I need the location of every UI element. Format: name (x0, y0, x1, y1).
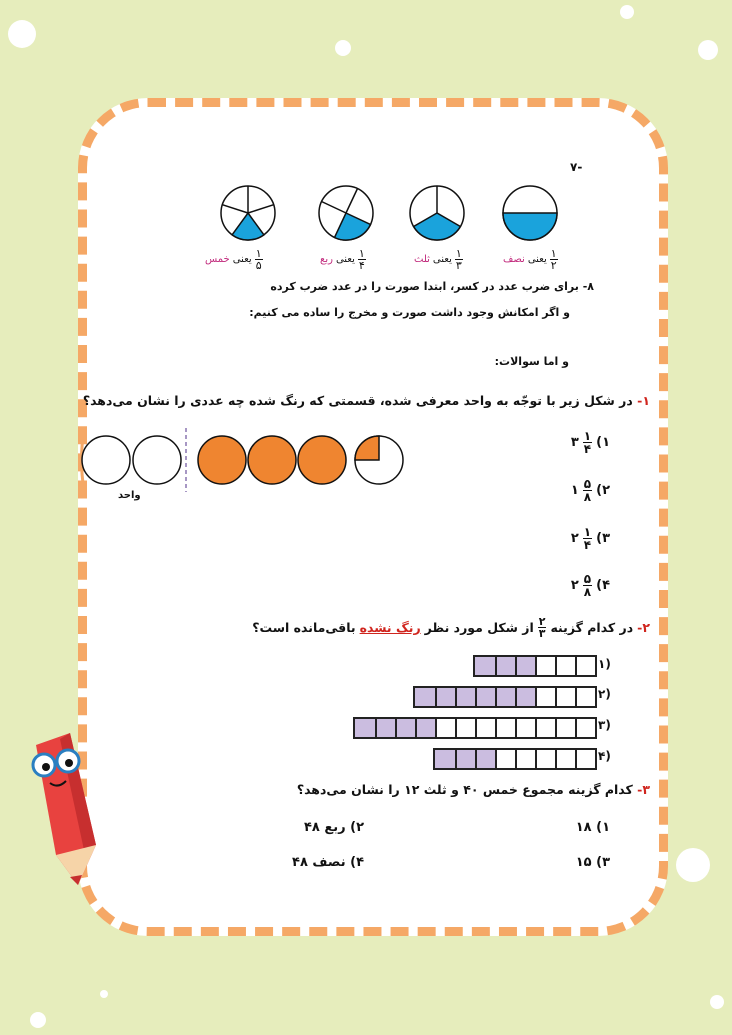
q2-option-bar-1[interactable] (473, 655, 597, 677)
fraction-pies (0, 0, 732, 300)
pie-label-fifth: $\frac{۱}{۵}$ یعنی خمس (205, 247, 262, 272)
q3-option-2[interactable]: ۲) ربع ۴۸ (303, 820, 364, 835)
q1-option-3[interactable]: ۳) $\frac{۱}{۴}$ ۲ (570, 525, 610, 552)
empty-cell (455, 719, 475, 737)
shaded-cell (495, 688, 515, 706)
pie-fifth (221, 186, 275, 240)
empty-cell (535, 719, 555, 737)
shaded-cell (395, 719, 415, 737)
q1-option-4[interactable]: ۴) $\frac{۵}{۸}$ ۲ (570, 572, 610, 599)
empty-cell (535, 688, 555, 706)
shaded-cell (455, 688, 475, 706)
shaded-cell (475, 750, 495, 768)
shaded-cell (495, 657, 515, 675)
empty-cell (515, 750, 535, 768)
shaded-circle (198, 436, 246, 484)
item8-line1: ۸- برای ضرب عدد در کسر، ابتدا صورت را در عدد ضرب کرده (270, 280, 594, 293)
pie-label-third: $\frac{۱}{۳}$ یعنی ثلث (414, 247, 462, 272)
decor-dot (100, 990, 108, 998)
pie-label-quarter: $\frac{۱}{۴}$ یعنی ربع (320, 247, 365, 272)
q2-option-bar-4[interactable] (433, 748, 597, 770)
shaded-cell (455, 750, 475, 768)
q3-question: ۳- کدام گزینه مجموع خمس ۴۰ و ثلث ۱۲ را نشان می‌دهد؟ (296, 782, 650, 797)
empty-cell (475, 719, 495, 737)
q2-option-bar-2[interactable] (413, 686, 597, 708)
q1-question: ۱- در شکل زیر با توجّه به واحد معرفی شده، قسمتی که رنگ شده چه عددی را نشان می‌دهد؟ (82, 393, 650, 408)
pie-half (503, 186, 557, 240)
shaded-cell (435, 750, 455, 768)
q2-option-label: ۲) (598, 687, 611, 701)
empty-cell (535, 750, 555, 768)
unit-circle (82, 436, 130, 484)
q1-figure (0, 420, 420, 500)
q3-option-3[interactable]: ۳) ۱۵ (575, 855, 610, 870)
shaded-cell (415, 688, 435, 706)
item8-line2: و اگر امکانش وجود داشت صورت و مخرج را ساده می کنیم: (249, 306, 570, 319)
empty-cell (535, 657, 555, 675)
q1-option-2[interactable]: ۲) $\frac{۵}{۸}$ ۱ (570, 477, 610, 504)
q2-question: ۲- در کدام گزینه $\frac{۲}{۳}$ از شکل مورد نظر رنگ نشده باقی‌مانده است؟ (252, 615, 650, 640)
shaded-cell (475, 657, 495, 675)
empty-cell (555, 688, 575, 706)
empty-cell (435, 719, 455, 737)
q2-option-label: ۱) (598, 657, 611, 671)
pencil-mascot (18, 725, 98, 895)
item7-number: -۷ (570, 160, 583, 174)
shaded-cell (435, 688, 455, 706)
shaded-cell (515, 688, 535, 706)
pie-quarter (319, 186, 373, 240)
empty-cell (495, 750, 515, 768)
unit-circle (133, 436, 181, 484)
shaded-circle (248, 436, 296, 484)
decor-dot (710, 995, 724, 1009)
q2-option-label: ۴) (598, 749, 611, 763)
empty-cell (575, 750, 595, 768)
intro-text: و اما سوالات: (494, 355, 569, 368)
empty-cell (575, 688, 595, 706)
shaded-cell (355, 719, 375, 737)
unit-label: واحد (118, 490, 141, 501)
shaded-cell (415, 719, 435, 737)
q1-option-1[interactable]: ۱) $\frac{۱}{۴}$ ۳ (570, 429, 610, 456)
empty-cell (575, 657, 595, 675)
shaded-cell (475, 688, 495, 706)
shaded-circle (298, 436, 346, 484)
empty-cell (555, 750, 575, 768)
q3-option-4[interactable]: ۴) نصف ۴۸ (292, 855, 364, 870)
shaded-cell (515, 657, 535, 675)
empty-cell (495, 719, 515, 737)
shaded-cell (375, 719, 395, 737)
q2-option-bar-3[interactable] (353, 717, 597, 739)
pie-label-half: $\frac{۱}{۲}$ یعنی نصف (503, 247, 557, 272)
empty-cell (575, 719, 595, 737)
q3-option-1[interactable]: ۱) ۱۸ (575, 820, 610, 835)
empty-cell (515, 719, 535, 737)
q2-option-label: ۳) (598, 718, 611, 732)
empty-cell (555, 719, 575, 737)
decor-dot (676, 848, 710, 882)
empty-cell (555, 657, 575, 675)
pie-third (410, 186, 464, 240)
decor-dot (30, 1012, 46, 1028)
